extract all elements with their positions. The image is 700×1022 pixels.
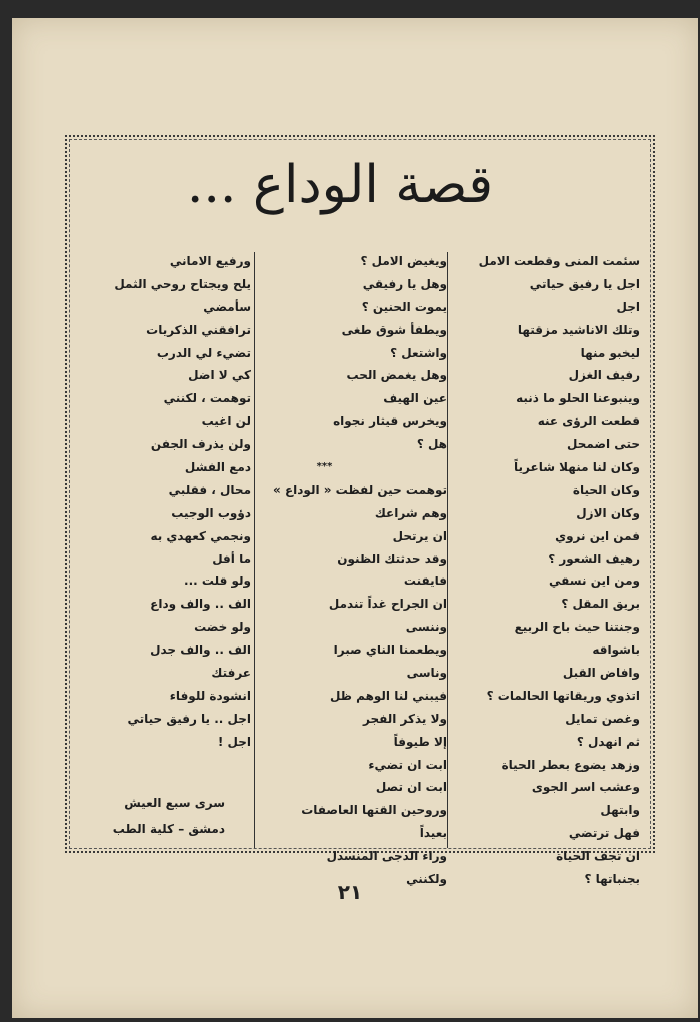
poem-line: انشودة للوفاء — [169, 688, 251, 703]
poem-line: فيبني لنا الوهم ظل — [329, 688, 447, 703]
poem-line: ترافقني الذكريات — [146, 322, 251, 337]
poem-line: ولكنني — [406, 872, 447, 887]
poem-line: دمع الفشل — [184, 460, 251, 475]
poem-line: فمن اين نروي — [555, 528, 640, 543]
poem-line: توهمت حين لفظت « الوداع » — [273, 482, 447, 497]
poem-line: محال ، فقلبي — [168, 482, 251, 497]
poem-line: وافاض القبل — [562, 666, 640, 681]
poem-line: عين الهيف — [383, 391, 447, 406]
poem-line: وينبوعنا الحلو ما ذنبه — [516, 391, 640, 406]
page-number: ٢١ — [337, 880, 363, 904]
poem-line: وعشب اسر الجوى — [531, 780, 640, 795]
poem-line: رهيف الشعور ؟ — [548, 551, 640, 566]
poem-line: هل ؟ — [416, 437, 447, 452]
poem-line: ابت ان تضيء — [368, 757, 447, 772]
poem-line: فايقنت — [403, 574, 447, 589]
poem-line: حتى اضمحل — [567, 437, 640, 452]
poem-column-right — [455, 250, 640, 891]
poem-line: ونجمي كعهدي به — [150, 528, 251, 543]
author-name: سرى سبع العيش — [124, 796, 225, 810]
poem-line: بعيداً — [419, 826, 447, 841]
poem-line: وهم شراعك — [374, 505, 447, 520]
poem-line: ان يرتحل — [392, 528, 447, 543]
poem-line: اجل — [616, 299, 640, 314]
poem-line: واشتعل ؟ — [390, 345, 447, 360]
poem-line: قطعت الرؤى عنه — [537, 414, 640, 429]
poem-line: وناسى — [406, 666, 447, 681]
poem-line: ان الجراح غداً تندمل — [328, 597, 447, 612]
poem-line: وكان لنا منهلا شاعرياً — [514, 460, 640, 475]
poem-line: اجل ! — [217, 734, 251, 749]
poem-line: بجنباتها ؟ — [584, 872, 640, 887]
poem-line: كي لا اضل — [188, 368, 251, 383]
author-affiliation: دمشق – كلية الطب — [112, 822, 225, 836]
poem-line: ليخبو منها — [580, 345, 640, 360]
column-divider-left — [254, 252, 255, 848]
poem-line: وروحين القتها العاصفات — [301, 803, 447, 818]
poem-line: ثم انهدل ؟ — [576, 734, 640, 749]
poem-line: دؤوب الوجيب — [171, 505, 251, 520]
poem-line: وتلك الاناشيد مزقتها — [517, 322, 640, 337]
poem-line: ويطعمنا الناي صبرا — [333, 643, 447, 658]
poem-line: ما أفل — [212, 551, 251, 566]
poem-line: باشواقه — [592, 643, 640, 658]
poem-line: فهل ترتضي — [568, 826, 640, 841]
poem-line: ويغيض الامل ؟ — [360, 254, 447, 268]
poem-line: سئمت المنى وقطعت الامل — [478, 254, 640, 268]
poem-line: *** — [316, 461, 333, 473]
poem-line: إلا طيوفاً — [393, 734, 447, 749]
poem-line: ولا يذكر الفجر — [363, 711, 447, 726]
poem-line: وراء الدجى المنسدل — [326, 849, 447, 864]
poem-line: توهمت ، لكنني — [163, 391, 251, 406]
poem-line: عرفتك — [211, 666, 251, 681]
poem-column-left — [66, 250, 251, 754]
poem-line: وجنتنا حيث باح الربيع — [514, 620, 640, 635]
poem-line: وكان الحياة — [572, 482, 640, 497]
poem-line: ورفيع الاماني — [169, 254, 251, 268]
poem-line: بريق المقل ؟ — [561, 597, 640, 612]
poem-line: ويخرس قيثار نجواه — [333, 414, 447, 429]
poem-line: وابتهل — [600, 803, 640, 818]
poem-line: اجل .. يا رفيق حياتي — [127, 711, 251, 726]
poem-line: وننسى — [405, 620, 447, 635]
column-divider-right — [447, 252, 448, 848]
poem-line: رفيف الغزل — [568, 368, 640, 383]
poem-line: لن اغيب — [201, 414, 251, 429]
poem-line: وهل يغمض الحب — [346, 368, 447, 383]
poem-line: سأمضي — [203, 299, 251, 314]
poem-line: تضيء لي الدرب — [156, 345, 251, 360]
poem-line: اتذوي وريقاتها الحالمات ؟ — [486, 688, 640, 703]
poem-line: وكان الازل — [576, 505, 640, 520]
poem-line: ويطفأ شوق طغى — [341, 322, 447, 337]
poem-line: الف .. والف وداع — [150, 597, 251, 612]
poem-title: قصة الوداع ... — [186, 155, 494, 215]
poem-line: ولو خضت — [194, 620, 251, 635]
poem-line: ولن يذرف الجفن — [150, 437, 251, 452]
poem-line: ابت ان تصل — [375, 780, 447, 795]
poem-line: ان تجف الحياة — [556, 849, 640, 864]
poem-column-middle — [262, 250, 447, 891]
poem-line: وقد حدثتك الظنون — [337, 551, 447, 566]
poem-line: ولو قلت ... — [184, 574, 251, 589]
poem-line: وهل يا رفيقي — [362, 276, 447, 291]
poem-line: وزهد يضوع بعطر الحياة — [501, 757, 640, 772]
poem-line: اجل يا رفيق حياتي — [529, 276, 640, 291]
poem-line: وغصن تمايل — [565, 711, 640, 726]
poem-line: يموت الحنين ؟ — [361, 299, 447, 314]
poem-line: الف .. والف جدل — [150, 643, 251, 658]
poem-line: يلح ويجتاح روحي الثمل — [114, 276, 251, 291]
poem-line: ومن اين نسقي — [549, 574, 640, 589]
